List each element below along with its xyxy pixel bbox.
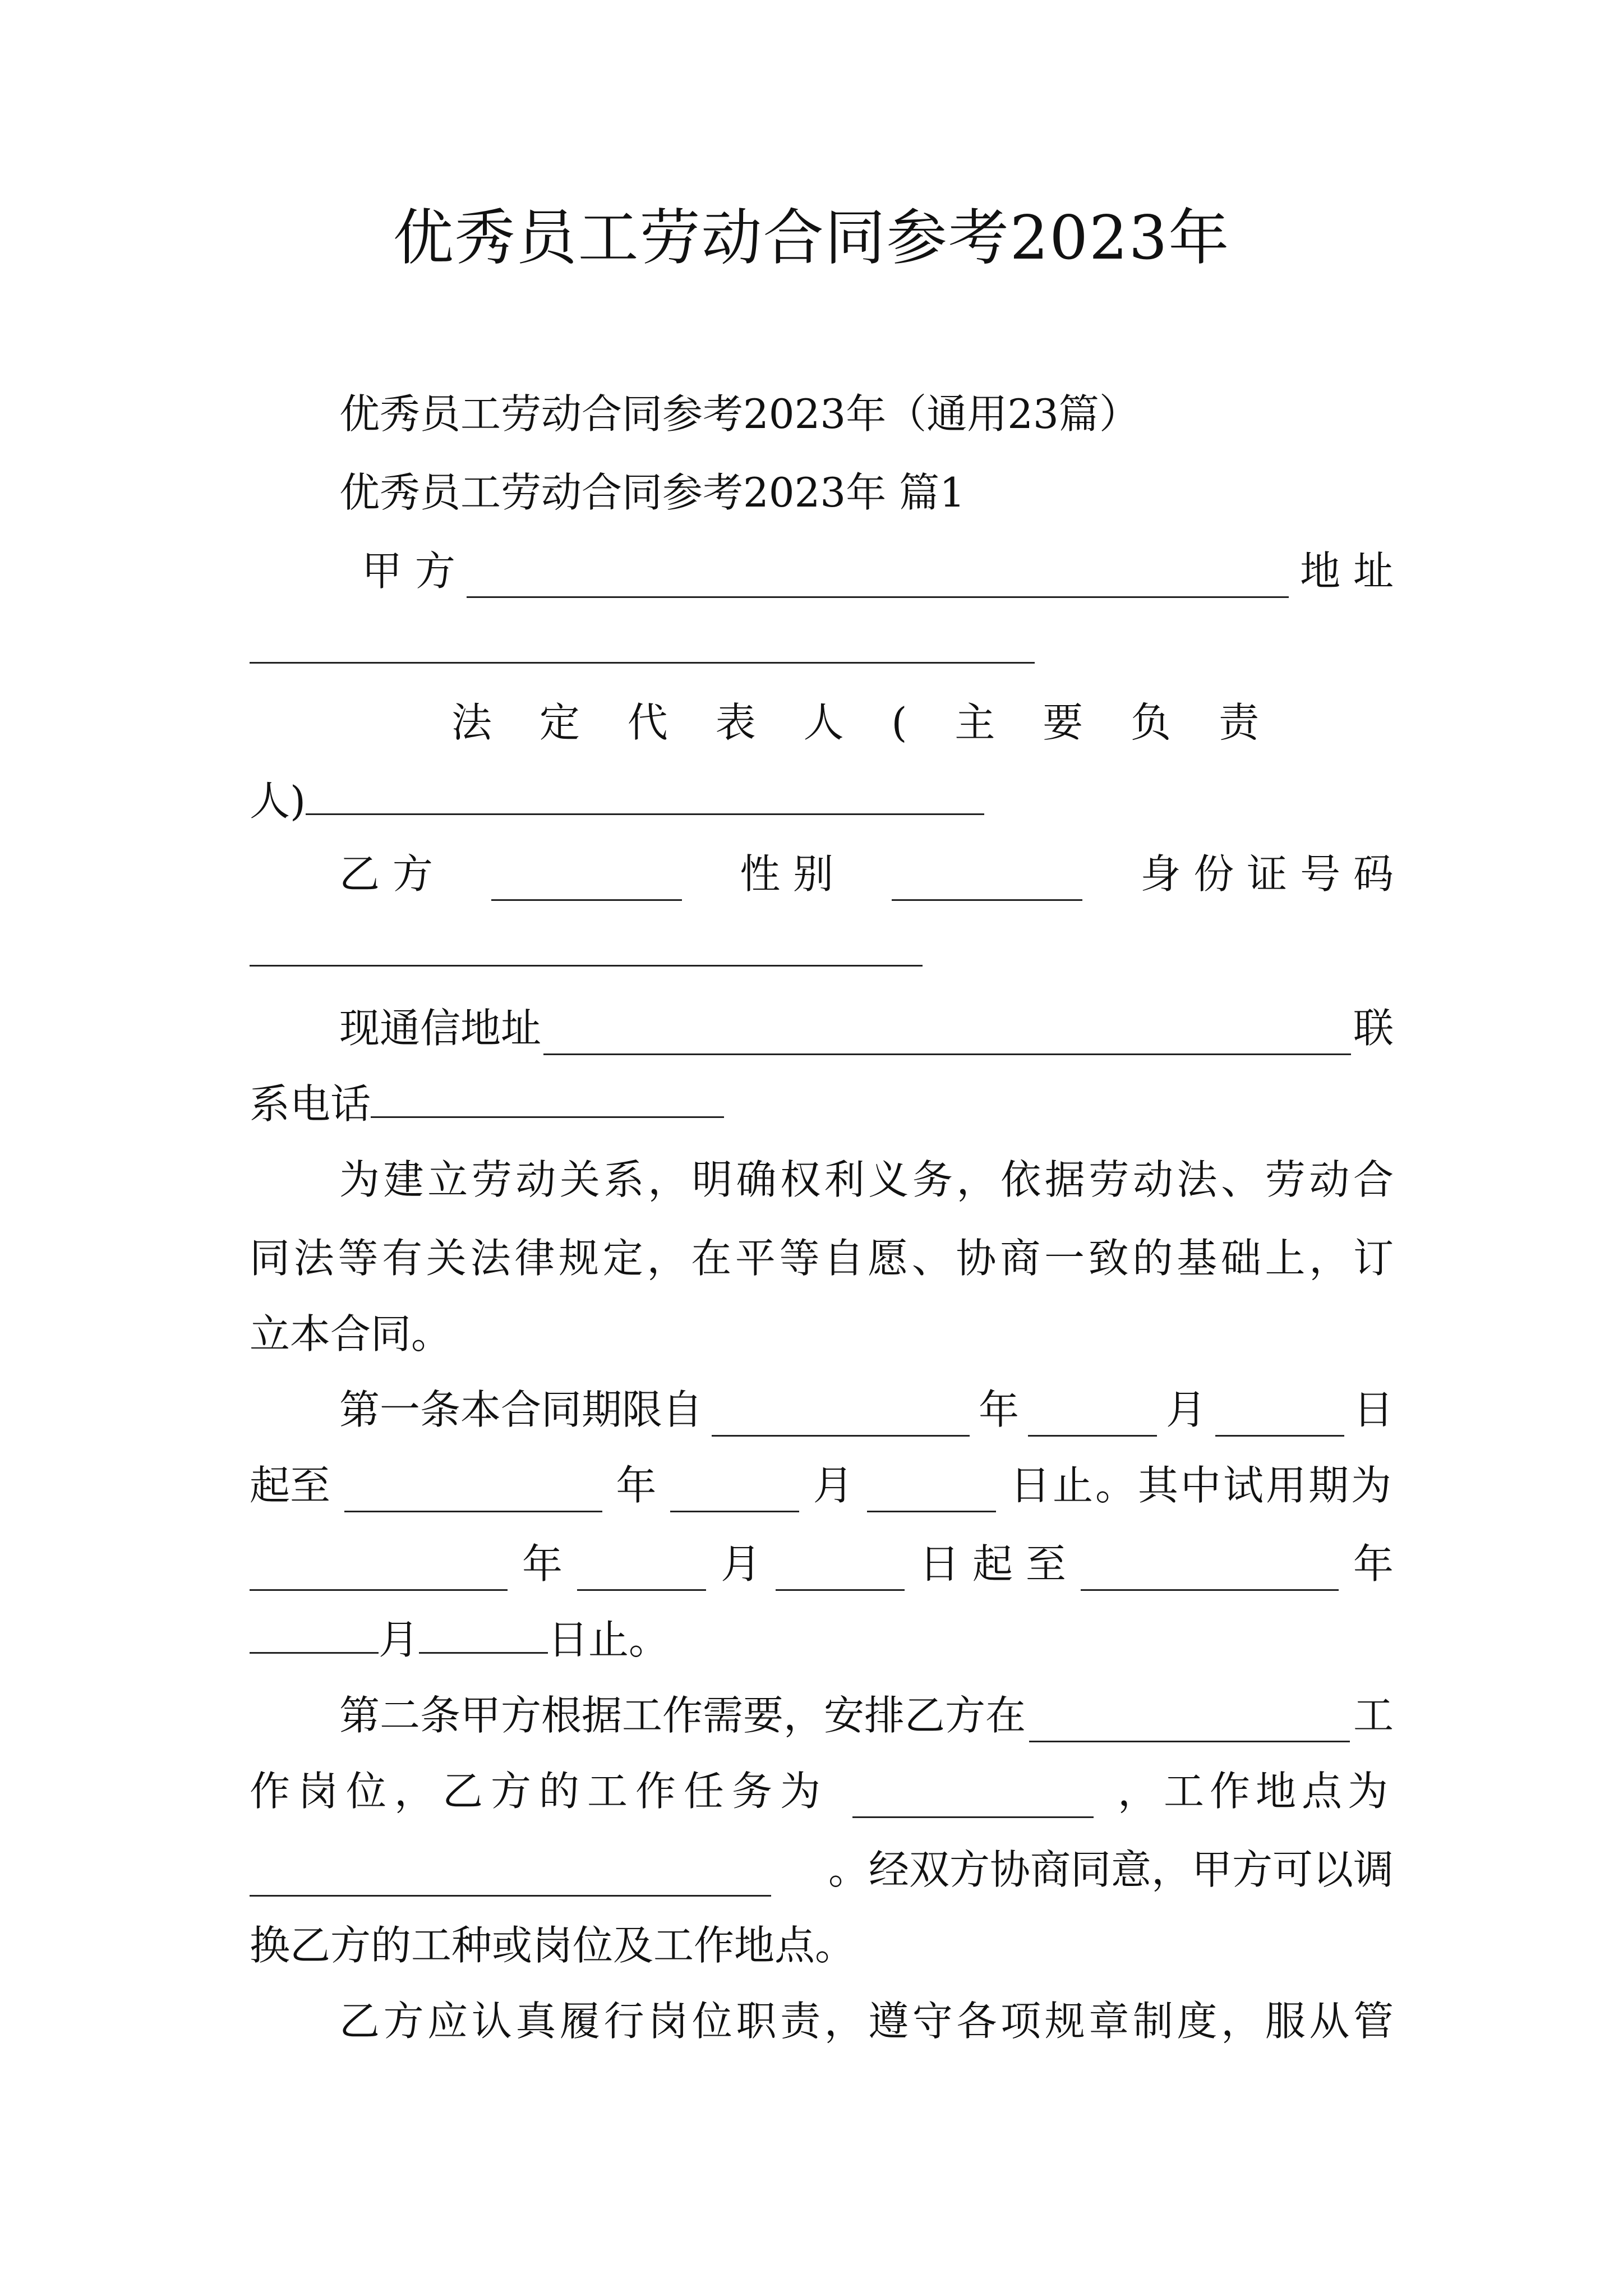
party-a-blank: [467, 557, 1289, 598]
art2-line2-b: ，工作地点为: [1117, 1768, 1394, 1815]
id-row: [250, 926, 1394, 979]
art1-blank-day: [1215, 1396, 1344, 1437]
address-row: [250, 623, 1394, 677]
art1-blank-month2: [670, 1471, 799, 1512]
legal-rep-row: 法 定 代 表 人 ( 主 要 负 责: [451, 699, 1260, 746]
legal-rep-row-cont: [250, 774, 1394, 828]
art1-month3: 月: [721, 1540, 762, 1588]
id-blank: [250, 926, 923, 967]
mail-address-label: 现通信地址: [339, 1005, 542, 1052]
art1-line1: [250, 1383, 1394, 1437]
art2-line1-a: 第二条甲方根据工作需要，安排乙方在: [339, 1692, 1026, 1739]
subtitle: 优秀员工劳动合同参考2023年（通用23篇）: [339, 390, 1140, 438]
art1-blank-year3: [250, 1550, 508, 1591]
art2-line4: 换乙方的工种或岗位及工作地点。: [250, 1922, 856, 1969]
section-heading: 优秀员工劳动合同参考2023年 篇1: [339, 469, 965, 516]
art1-blank-day3: [776, 1550, 905, 1591]
art1-from-to: 起至: [250, 1462, 331, 1509]
party-a-row: [250, 544, 1394, 598]
party-b-blank: [491, 860, 682, 901]
art1-blank-month: [1028, 1396, 1157, 1437]
legal-rep-blank: [306, 774, 984, 815]
art2-blank-task: [852, 1777, 1094, 1818]
para-last: 乙方应认真履行岗位职责，遵守各项规章制度，服从管: [339, 1998, 1394, 2045]
art1-blank-year2: [344, 1471, 602, 1512]
art1-blank-day2: [867, 1471, 996, 1512]
art1-end: 日止。其中试用期为: [1009, 1462, 1394, 1509]
art1-line3: [250, 1537, 1394, 1591]
address-blank: [250, 623, 1035, 664]
party-a-label: 甲 方: [362, 547, 455, 595]
art1-blank-year4: [1081, 1550, 1339, 1591]
contact-blank: [371, 1077, 724, 1118]
art2-line2: [250, 1764, 1394, 1818]
art1-line4: [250, 1613, 1394, 1667]
document-title: 优秀员工劳动合同参考2023年: [393, 203, 1230, 273]
art1-blank-month3: [577, 1550, 706, 1591]
art1-part1: 第一条本合同期限自: [339, 1386, 703, 1433]
art1-line2: [250, 1458, 1394, 1512]
contact-label-2: 系电话: [250, 1080, 371, 1128]
art1-day-from-to: 日 起 至: [919, 1540, 1066, 1588]
legal-rep-label-cont: 人): [250, 777, 306, 825]
art1-month4: 月: [379, 1616, 419, 1663]
art1-blank-day4: [419, 1613, 548, 1654]
art2-blank-location: [250, 1856, 771, 1897]
address-label: 地 址: [1300, 547, 1394, 595]
art1-month: 月: [1165, 1386, 1206, 1433]
art2-line3: [250, 1843, 1394, 1897]
art1-year4: 年: [1353, 1540, 1394, 1588]
gender-blank: [892, 860, 1082, 901]
contact-row: [250, 1077, 1394, 1131]
art1-month2: 月: [813, 1462, 854, 1509]
art2-line1-b: 工: [1353, 1692, 1394, 1739]
id-label: 身 份 证 号 码: [1140, 850, 1394, 898]
mail-address-row: [250, 1001, 1394, 1055]
para1-line3: 立本合同。: [250, 1310, 452, 1358]
art2-line2-a: 作岗位，乙方的工作任务为: [250, 1768, 829, 1815]
art1-day: 日: [1353, 1386, 1394, 1433]
mail-address-blank: [543, 1014, 1351, 1055]
art1-year: 年: [978, 1386, 1019, 1433]
party-b-row: [250, 847, 1394, 901]
art1-year3: 年: [522, 1540, 563, 1588]
gender-label: 性 别: [740, 850, 834, 898]
para1-line1: 为建立劳动关系，明确权利义务，依据劳动法、劳动合: [339, 1156, 1394, 1203]
art2-blank-post: [1029, 1701, 1350, 1742]
art2-line3-text: 。经双方协商同意，甲方可以调: [828, 1846, 1394, 1893]
para1-line2: 同法等有关法律规定，在平等自愿、协商一致的基础上，订: [250, 1235, 1394, 1282]
art2-line1: [250, 1688, 1394, 1742]
art1-blank-year: [712, 1396, 970, 1437]
art1-year2: 年: [616, 1462, 657, 1509]
art1-end2: 日止。: [548, 1616, 670, 1663]
art1-blank-month4: [250, 1613, 379, 1654]
party-b-label: 乙 方: [339, 850, 433, 898]
contact-label-1: 联: [1353, 1005, 1394, 1052]
